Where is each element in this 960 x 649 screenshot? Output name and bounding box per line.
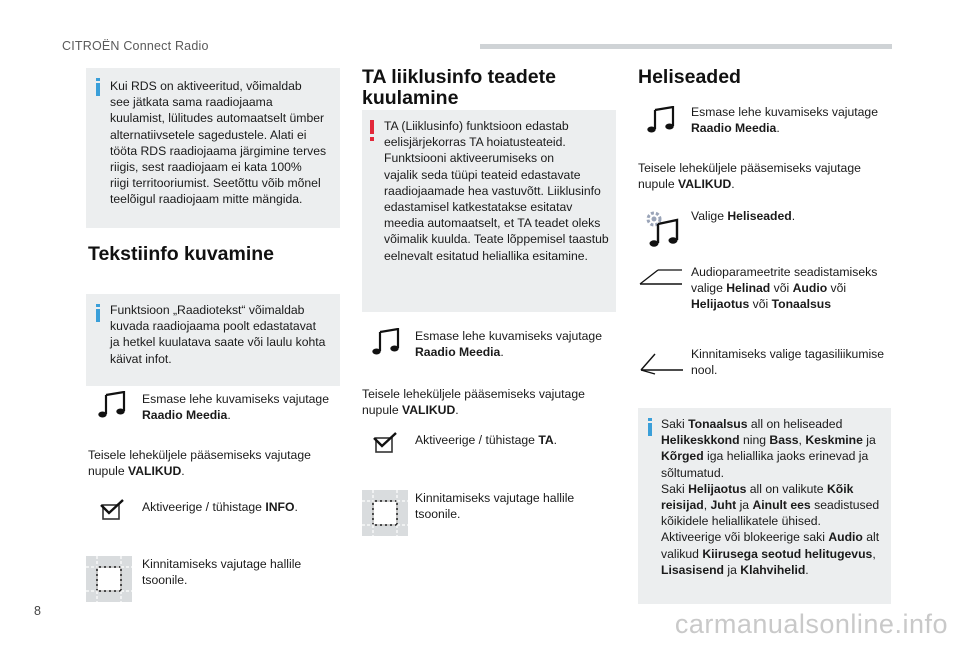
slider-line-icon — [638, 266, 682, 286]
step-back-arrow: Kinnitamiseks valige tagasiliikumise nool. — [691, 347, 885, 378]
checkbox-icon — [373, 432, 397, 454]
ta-note-text: TA (Liiklusinfo) funktsioon edastab eelisjärjekorras TA hoiatusteateid. Funktsiooni aktiveerumiseks on vajalik seda tüüpi teateid edastavate raadiojaamade hea vastuvõtt. Liiklusinfo edastamisel katkestatakse esitatav meedia automaatselt, et TA teadet oleks võimalik kuulda. Teate lõppemisel taastub eelnevalt esitatud heliallika esitamine. — [384, 119, 609, 263]
warning-icon — [370, 120, 375, 141]
watermark: carmanualsonline.info — [674, 609, 948, 639]
music-note-icon — [372, 328, 402, 356]
step-open-radio-media: Esmase lehe kuvamiseks vajutage Raadio Meedia. — [415, 329, 602, 360]
step-open-radio-media: Esmase lehe kuvamiseks vajutage Raadio Meedia. — [142, 392, 329, 423]
step-toggle-ta: Aktiveerige / tühistage TA. — [415, 433, 558, 447]
section-heading-sound-settings: Heliseaded — [638, 66, 741, 88]
music-note-icon — [647, 106, 677, 134]
info-icon — [648, 418, 652, 436]
rds-info-note — [86, 68, 340, 228]
section-heading-text-info: Tekstiinfo kuvamine — [88, 243, 275, 265]
section-heading-ta: TA liiklusinfo teadete kuulamine — [362, 66, 556, 109]
step-confirm-grey-zone: Kinnitamiseks vajutage hallile tsoonile. — [142, 557, 302, 588]
info-icon — [96, 78, 100, 96]
ta-warning-note — [362, 110, 616, 312]
para-options: Teisele leheküljele pääsemiseks vajutage nupule VALIKUD. — [88, 448, 311, 479]
radiotext-note-text: Funktsioon „Raadiotekst“ võimaldab kuvada raadiojaama poolt edastatavat ja hetkel kuulatava saate või laulu kohta käivat infot. — [110, 303, 326, 366]
tone-settings-info-note — [638, 408, 891, 604]
step-select-sound-settings: Valige Heliseaded. — [691, 209, 796, 223]
checkbox-icon — [100, 499, 124, 521]
back-arrow-icon — [639, 352, 683, 376]
rds-note-text: Kui RDS on aktiveeritud, võimaldab see jätkata sama raadiojaama kuulamist, lülitudes automaatselt ümber alternatiivsetele sagedustele. Alati ei tööta RDS raadiojaama järgimine terves riigis, sest raadiojaam ei kata 100% riigi territooriumist. Seetõttu võib mõnel teelõigul raadiojaam mitte mängida. — [110, 79, 327, 207]
step-audio-parameters: Audioparameetrite seadistamiseks valige Helinad või Audio või Helijaotus või Tonaalsus — [691, 265, 878, 312]
page-number: 8 — [34, 604, 41, 618]
para-options: Teisele leheküljele pääsemiseks vajutage nupule VALIKUD. — [638, 161, 861, 192]
music-note-icon — [98, 391, 128, 419]
step-confirm-grey-zone: Kinnitamiseks vajutage hallile tsoonile. — [415, 491, 575, 522]
radiotext-info-note — [86, 294, 340, 386]
header-divider-bar — [480, 44, 892, 49]
tone-note-text: Saki Tonaalsus all on heliseaded Helikeskkond ning Bass, Keskmine ja Kõrged iga heliallika jaoks erinevad ja sõltumatud. Saki Helijaotus all on valikute Kõik reisijad, Juht ja Ainult ees seadistused kõikidele heliallikatele ühised. Aktiveerige või blokeerige saki Audio alt valikud Kiirusega seotud helitugevus, Lisasisend ja Klahvihelid. — [661, 417, 880, 577]
para-options: Teisele leheküljele pääsemiseks vajutage nupule VALIKUD. — [362, 387, 585, 418]
info-icon — [96, 304, 100, 322]
music-settings-icon — [643, 208, 683, 248]
step-open-radio-media: Esmase lehe kuvamiseks vajutage Raadio Meedia. — [691, 105, 878, 136]
grey-zone-icon — [362, 490, 408, 536]
header-title: CITROËN Connect Radio — [62, 39, 209, 53]
grey-zone-icon — [86, 556, 132, 602]
step-toggle-info: Aktiveerige / tühistage INFO. — [142, 500, 298, 514]
